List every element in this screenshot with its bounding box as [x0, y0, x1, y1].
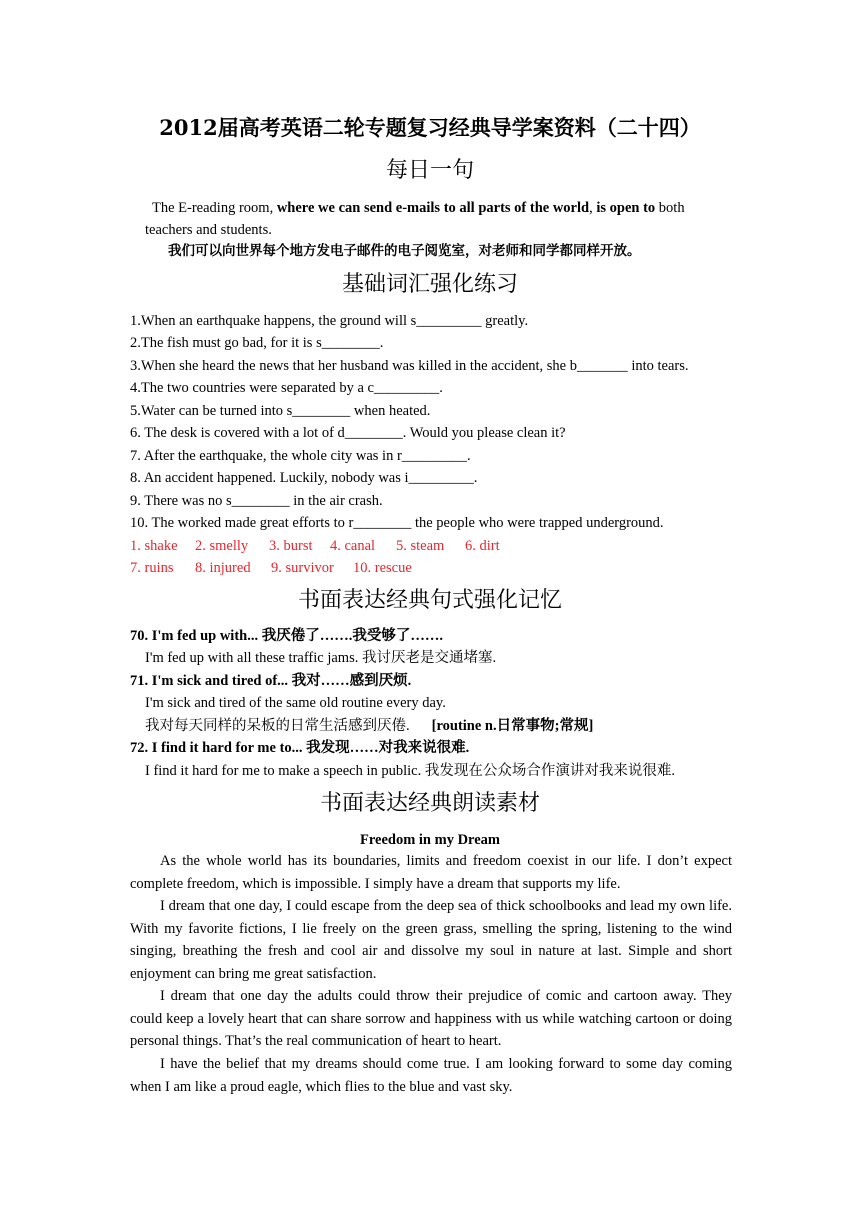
page-title: 2012届高考英语二轮专题复习经典导学案资料（二十四） [159, 115, 701, 140]
vocab-item: 8. An accident happened. Luckily, nobody was i_________. [130, 470, 478, 486]
story-paragraph: I dream that one day, I could escape from the deep sea of thick schoolbooks and lead my own life. With my favorite fictions, I lie freely on the green grass, smelling the spring, listening to the wind singing, breathing the fresh and cool air and dissolve my soul in nature at last. Simple and short enjoyment can bring me great satisfaction. [130, 898, 732, 982]
daily-en-mid: , [589, 200, 597, 216]
vocab-answers-row-1 [130, 536, 500, 556]
vocab-item: 3.When she heard the news that her husband was killed in the accident, she b_______ into tears. [130, 358, 689, 374]
story-paragraph: As the whole world has its boundaries, limits and freedom coexist in our life. I don’t expect complete freedom, which is impossible. I simply have a dream that supports my life. [130, 853, 732, 892]
daily-sentence-cn: 我们可以向世界每个地方发电子邮件的电子阅览室，对老师和同学都同样开放。 [168, 243, 641, 259]
answer: 3. burst [269, 538, 313, 554]
answer: 9. survivor [271, 560, 334, 576]
section-heading-daily: 每日一句 [385, 158, 474, 183]
vocab-item: 9. There was no s________ in the air crash. [130, 493, 383, 509]
pattern-71-example: I'm sick and tired of the same old routine every day. [145, 695, 446, 711]
vocab-item: 2.The fish must go bad, for it is s________. [130, 335, 384, 351]
answer: 1. shake [130, 538, 178, 554]
daily-sentence-en-line2: teachers and students. [145, 222, 272, 238]
daily-en-post: both [655, 200, 685, 216]
answer: 5. steam [396, 538, 445, 554]
daily-en-pre: The E-reading room, [152, 200, 277, 216]
vocab-item: 4.The two countries were separated by a c_________. [130, 380, 443, 396]
vocab-item: 5.Water can be turned into s________ when heated. [130, 403, 431, 419]
pattern-72-title: 72. I find it hard for me to... 我发现……对我来说很难. [130, 740, 470, 756]
answer: 2. smelly [195, 538, 249, 554]
daily-sentence-en [152, 198, 685, 218]
answer: 7. ruins [130, 560, 174, 576]
pattern-71-title: 71. I'm sick and tired of... 我对……感到厌烦. [130, 673, 412, 689]
answer: 8. injured [195, 560, 251, 576]
vocab-item: 7. After the earthquake, the whole city was in r_________. [130, 448, 471, 464]
daily-en-bold-1: where we can send e-mails to all parts of the world [276, 200, 590, 216]
story-title: Freedom in my Dream [359, 832, 500, 848]
pattern-71-translation [145, 716, 593, 736]
section-heading-patterns: 书面表达经典句式强化记忆 [297, 588, 562, 613]
pattern-70-example: I'm fed up with all these traffic jams. 我讨厌老是交通堵塞. [145, 650, 497, 666]
answer: 4. canal [330, 538, 376, 554]
pattern-71-cn: 我对每天同样的呆板的日常生活感到厌倦. [145, 718, 410, 734]
pattern-72-example: I find it hard for me to make a speech in public. 我发现在公众场合作演讲对我来说很难. [145, 763, 675, 779]
daily-en-bold-2: is open to [596, 200, 656, 216]
answer: 6. dirt [465, 538, 500, 554]
vocab-item: 10. The worked made great efforts to r________ the people who were trapped underground. [130, 515, 664, 531]
section-heading-vocab: 基础词汇强化练习 [341, 272, 518, 297]
pattern-71-note: [routine n.日常事物;常规] [431, 718, 594, 734]
answer: 10. rescue [353, 560, 412, 576]
section-heading-reading: 书面表达经典朗读素材 [319, 791, 540, 816]
pattern-70-title: 70. I'm fed up with... 我厌倦了…….我受够了……. [130, 628, 443, 644]
vocab-item: 6. The desk is covered with a lot of d________. Would you please clean it? [130, 425, 566, 441]
vocab-item: 1.When an earthquake happens, the ground will s_________ greatly. [130, 313, 529, 329]
story-paragraph: I dream that one day the adults could throw their prejudice of comic and cartoon away. They could keep a lovely heart that can share sorrow and happiness with us while watching cartoon or doing personal things. That’s the real communication of heart to heart. [130, 988, 732, 1049]
vocab-answers-row-2 [130, 558, 412, 578]
story-paragraph: I have the belief that my dreams should come true. I am looking forward to some day coming when I am like a proud eagle, which flies to the blue and vast sky. [130, 1056, 732, 1095]
